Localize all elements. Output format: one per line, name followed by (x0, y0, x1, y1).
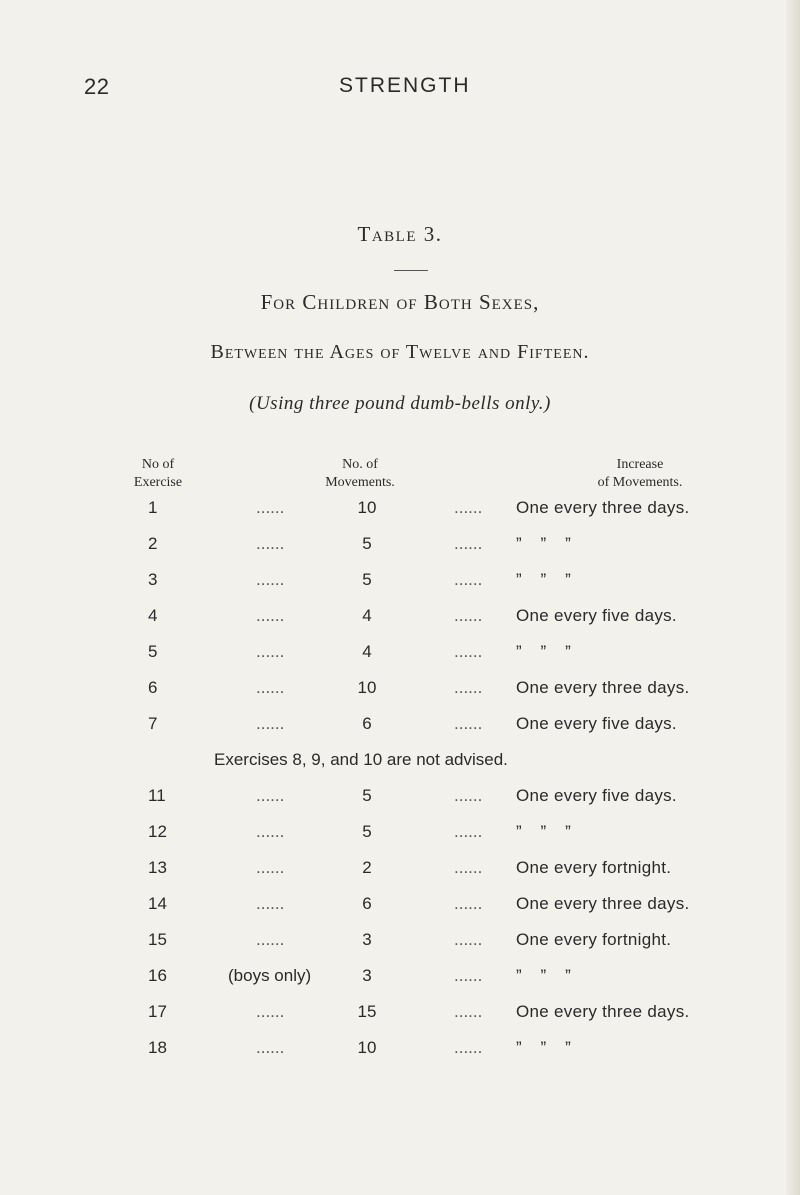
leader-dots: ...... (256, 498, 285, 517)
leader-dots: ...... (256, 786, 285, 805)
exercise-number: 16 (148, 966, 167, 985)
title-rule (394, 270, 428, 271)
table-row (0, 966, 800, 1002)
increase-rate-ditto: ” ” ” (516, 534, 571, 553)
movements-count: 2 (362, 858, 372, 877)
exercise-number: 12 (148, 822, 167, 841)
leader-dots: ...... (454, 642, 483, 661)
exercise-number: 15 (148, 930, 167, 949)
leader-dots: ...... (454, 498, 483, 517)
movements-count: 4 (362, 606, 372, 625)
leader-dots: ...... (454, 606, 483, 625)
leader-dots: ...... (256, 894, 285, 913)
exercise-number: 7 (148, 714, 158, 733)
exercise-number: 5 (148, 642, 158, 661)
exercise-number: 6 (148, 678, 158, 697)
leader-dots: ...... (256, 1002, 285, 1021)
column-header-increase-line1: Increase (616, 457, 664, 472)
exercises-not-advised-notice: Exercises 8, 9, and 10 are not advised. (214, 750, 508, 769)
column-header-movements-line1: No. of (342, 457, 378, 472)
increase-rate: One every fortnight. (516, 858, 672, 877)
table-row (0, 822, 800, 858)
leader-dots: ...... (256, 606, 285, 625)
leader-dots: ...... (454, 822, 483, 841)
leader-dots: ...... (256, 1038, 285, 1057)
table-row (0, 858, 800, 894)
exercise-table (0, 498, 800, 1074)
movements-count: 5 (362, 786, 372, 805)
exercise-number: 13 (148, 858, 167, 877)
exercise-number: 17 (148, 1002, 167, 1021)
exercise-number: 4 (148, 606, 158, 625)
increase-rate: One every five days. (516, 786, 677, 805)
movements-count: 10 (357, 498, 377, 517)
dumb-bell-note: (Using three pound dumb-bells only.) (249, 393, 551, 414)
table-row (0, 1038, 800, 1074)
leader-dots: ...... (256, 714, 285, 733)
subtitle-children: For Children of Both Sexes, (260, 290, 540, 314)
increase-rate-ditto: ” ” ” (516, 822, 571, 841)
leader-dots: ...... (454, 930, 483, 949)
movements-count: 10 (357, 1038, 377, 1057)
leader-dots: ...... (454, 678, 483, 697)
increase-rate-ditto: ” ” ” (516, 1038, 571, 1057)
table-row (0, 714, 800, 750)
table-row (0, 570, 800, 606)
increase-rate-ditto: ” ” ” (516, 642, 571, 661)
increase-rate: One every three days. (516, 498, 690, 517)
column-header-increase (545, 456, 735, 492)
table-row (0, 642, 800, 678)
movements-count: 10 (357, 678, 377, 697)
movements-count: 15 (357, 1002, 377, 1021)
table-row (0, 606, 800, 642)
leader-dots: ...... (454, 966, 483, 985)
movements-count: 5 (362, 570, 372, 589)
increase-rate: One every five days. (516, 606, 677, 625)
running-head (84, 74, 716, 104)
increase-rate-ditto: ” ” ” (516, 570, 571, 589)
exercise-number: 1 (148, 498, 158, 517)
exercise-number: 14 (148, 894, 167, 913)
column-header-exercise-line2: Exercise (133, 475, 183, 490)
increase-rate-ditto: ” ” ” (516, 966, 571, 985)
column-header-exercise-line1: No of (141, 457, 175, 472)
table-row (0, 786, 800, 822)
table-notice-row (0, 750, 800, 786)
leader-dots: ...... (256, 858, 285, 877)
movements-count: 3 (362, 930, 372, 949)
column-header-movements (290, 456, 430, 492)
leader-dots: ...... (256, 570, 285, 589)
table-row (0, 534, 800, 570)
running-title: STRENGTH (339, 74, 471, 97)
increase-rate: One every five days. (516, 714, 677, 733)
leader-dots: ...... (454, 570, 483, 589)
increase-rate: One every three days. (516, 678, 690, 697)
exercise-number: 11 (148, 786, 166, 805)
table-row (0, 1002, 800, 1038)
leader-dots: ...... (454, 714, 483, 733)
leader-dots: ...... (454, 894, 483, 913)
leader-dots: ...... (256, 822, 285, 841)
leader-dots: ...... (454, 858, 483, 877)
movements-count: 5 (362, 534, 372, 553)
leader-dots: ...... (454, 534, 483, 553)
increase-rate: One every three days. (516, 894, 690, 913)
subtitle-ages: Between the Ages of Twelve and Fifteen. (210, 341, 590, 363)
exercise-number: 3 (148, 570, 158, 589)
increase-rate: One every fortnight. (516, 930, 672, 949)
column-header-movements-line2: Movements. (325, 475, 395, 490)
movements-count: 5 (362, 822, 372, 841)
leader-dots: ...... (454, 1038, 483, 1057)
boys-only-qualifier: (boys only) (228, 966, 312, 985)
page-number: 22 (84, 74, 110, 99)
table-row (0, 894, 800, 930)
exercise-number: 2 (148, 534, 158, 553)
table-row (0, 498, 800, 534)
column-header-increase-line2: of Movements. (597, 475, 683, 490)
leader-dots: ...... (256, 678, 285, 697)
movements-count: 6 (362, 714, 372, 733)
leader-dots: ...... (256, 642, 285, 661)
increase-rate: One every three days. (516, 1002, 690, 1021)
movements-count: 4 (362, 642, 372, 661)
table-row (0, 678, 800, 714)
movements-count: 3 (362, 966, 372, 985)
exercise-number: 18 (148, 1038, 167, 1057)
movements-count: 6 (362, 894, 372, 913)
leader-dots: ...... (454, 1002, 483, 1021)
leader-dots: ...... (256, 534, 285, 553)
column-header-exercise (98, 456, 218, 492)
table-title: Table 3. (357, 222, 443, 246)
leader-dots: ...... (256, 930, 285, 949)
leader-dots: ...... (454, 786, 483, 805)
table-row (0, 930, 800, 966)
